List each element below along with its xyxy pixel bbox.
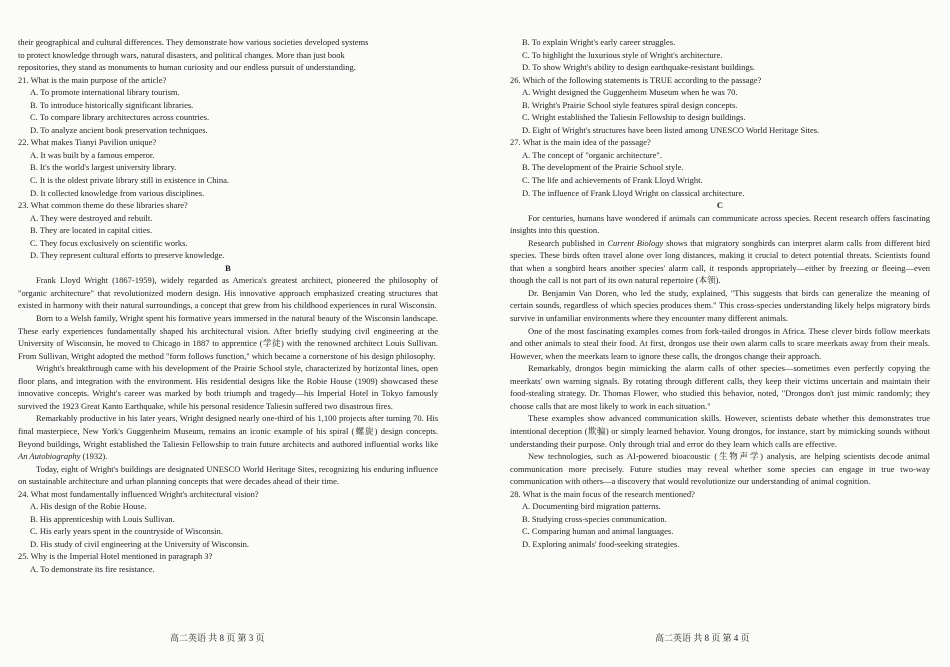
question-27: 27. What is the main idea of the passage?: [510, 137, 651, 148]
option: A. His design of the Robie House.: [30, 501, 147, 512]
page-footer-right: 高二英语 共 8 页 第 4 页: [655, 633, 750, 643]
option: A. The concept of "organic architecture".: [522, 149, 662, 160]
option: A. To demonstrate its fire resistance.: [30, 563, 155, 574]
paragraph: Dr. Benjamin Van Doren, who led the study, explained, "This suggests that birds can generalize the meaning of certain sounds, regardless of which species produces them." This cross-species understanding likely helps migratory birds survive in unfamiliar environments where they encounter many different animals.: [510, 287, 930, 324]
question-26: 26. Which of the following statements is TRUE according to the passage?: [510, 74, 762, 85]
option: B. It's the world's largest university library.: [30, 162, 177, 173]
paragraph-text: Research published in: [528, 237, 608, 248]
option: C. The life and achievements of Frank Lloyd Wright.: [522, 175, 703, 186]
intro-line: to protect knowledge through wars, natural disasters, and political changes. More than just book: [18, 49, 345, 60]
paragraph: Wright's breakthrough came with his development of the Prairie School style, characterized by horizontal lines, open floor plans, and integration with the environment. His residential designs like the Robie House (1909) showcased these innovative concepts. Wright's career was marked by both triumph and tragedy—his Imperial Hotel in Tokyo famously survived the 1923 Great Kanto Earthquake, while his personal residence Taliesin suffered two disastrous fires.: [18, 363, 438, 411]
paragraph: [18, 412, 438, 462]
section-heading-c: C: [716, 200, 724, 211]
question-25: 25. Why is the Imperial Hotel mentioned in paragraph 3?: [18, 551, 213, 562]
paragraph-text: shows that migratory songbirds can interpret alarm calls from different bird species. These birds often travel alone over long distances, making it crucial to detect potential threats. Scientists found that when a songbird hears another species' alarm call, it responds appropriately—either by freezing or fleeing—even though the call is not part of its own natural repertoire (本领).: [510, 237, 930, 286]
option: A. Wright designed the Guggenheim Museum when he was 70.: [522, 87, 738, 98]
page-footer-left: 高二英语 共 8 页 第 3 页: [170, 633, 265, 643]
book-title: An Autobiography: [18, 451, 81, 462]
section-heading-b: B: [225, 262, 231, 273]
option: B. Wright's Prairie School style features spiral design concepts.: [522, 99, 738, 110]
option: D. To analyze ancient book preservation techniques.: [30, 124, 208, 135]
option: D. To show Wright's ability to design earthquake-resistant buildings.: [522, 62, 756, 73]
paragraph: [510, 237, 930, 287]
option: D. The influence of Frank Lloyd Wright on classical architecture.: [522, 187, 745, 198]
left-page-column: [18, 36, 438, 576]
question-28: 28. What is the main focus of the research mentioned?: [510, 488, 695, 499]
option: C. To highlight the luxurious style of Wright's architecture.: [522, 49, 723, 60]
option: C. His early years spent in the countryside of Wisconsin.: [30, 526, 223, 537]
intro-line: their geographical and cultural differences. They demonstrate how various societies developed systems: [18, 37, 369, 47]
paragraph-text: Remarkably productive in his later years, Wright designed nearly one-third of his 1,100 projects after turning 70. His final masterpiece, New York's Guggenheim Museum, remains an iconic example of his spiral (螺旋) design concepts. Beyond buildings, Wright established the Taliesin Fellowship to train future architects and authored influential works like: [18, 413, 438, 449]
paragraph: One of the most fascinating examples comes from fork-tailed drongos in Africa. These clever birds follow meerkats and other animals to steal their food. At first, drongos use their own alarm calls to scare meerkats away from their meals. However, when the meerkats learn to ignore these calls, the drongos change their approach.: [510, 325, 930, 361]
option: A. To promote international library tourism.: [30, 87, 180, 98]
option: A. It was built by a famous emperor.: [30, 149, 155, 160]
paragraph: Remarkably, drongos begin mimicking the alarm calls of other species—sometimes even perfectly copying the meerkats' own warning signals. By rotating through different calls, they keep their victims uncertain and maintain their food-stealing strategy. Dr. Thomas Flower, who studied this behavior, noted, "Drongos don't just mimic randomly; they choose calls that are most likely to work in each situation.": [510, 363, 930, 411]
option: C. Wright established the Taliesin Fellowship to design buildings.: [522, 112, 746, 123]
question-23: 23. What common theme do these libraries share?: [18, 200, 188, 211]
option: D. Exploring animals' food-seeking strategies.: [522, 538, 680, 549]
paragraph-text: (1932).: [80, 451, 108, 462]
question-21: 21. What is the main purpose of the article?: [18, 74, 167, 85]
intro-line: repositories, they stand as monuments to human curiosity and our endless pursuit of understanding.: [18, 62, 356, 73]
paragraph: These examples show advanced communication skills. However, scientists debate whether this demonstrates true intentional deception (欺骗) or simply learned behavior. Young drongos, for instance, start by mimicking sounds without understanding their purpose. Only through trial and error do they learn which calls are effective.: [510, 413, 930, 449]
option: A. They were destroyed and rebuilt.: [30, 212, 153, 223]
paragraph: Frank Lloyd Wright (1867-1959), widely regarded as America's greatest architect, pioneered the philosophy of "organic architecture" that revolutionized modern design. His innovative approach emphasized creating structures that existed in harmony with their natural surroundings, a concept that grew from his childhood experiences in rural Wisconsin.: [18, 275, 438, 311]
option: D. They represent cultural efforts to preserve knowledge.: [30, 250, 225, 261]
option: B. The development of the Prairie School style.: [522, 162, 684, 173]
option: B. His apprenticeship with Louis Sullivan.: [30, 513, 175, 524]
right-page-column: [510, 36, 930, 550]
question-24: 24. What most fundamentally influenced Wright's architectural vision?: [18, 488, 259, 499]
option: B. To explain Wright's early career struggles.: [522, 37, 676, 47]
option: B. Studying cross-species communication.: [522, 513, 667, 524]
option: D. His study of civil engineering at the University of Wisconsin.: [30, 538, 250, 549]
option: B. They are located in capital cities.: [30, 225, 153, 236]
option: C. Comparing human and animal languages.: [522, 526, 674, 537]
paragraph: For centuries, humans have wondered if animals can communicate across species. Recent research offers fascinating insights into this question.: [510, 212, 930, 236]
option: B. To introduce historically significant libraries.: [30, 99, 194, 110]
option: D. It collected knowledge from various disciplines.: [30, 187, 205, 198]
paragraph: Today, eight of Wright's buildings are designated UNESCO World Heritage Sites, recognizing his enduring influence on sustainable architecture and urban planning concepts that were decades ahead of their time.: [18, 463, 438, 487]
option: C. They focus exclusively on scientific works.: [30, 237, 188, 248]
question-22: 22. What makes Tianyi Pavilion unique?: [18, 137, 157, 148]
paragraph: New technologies, such as AI-powered bioacoustic (生物声学) analysis, are helping scientists decode animal communication more precisely. Future studies may reveal whether some species can engage in true two-way communication with others—a discovery that would revolutionize our understanding of animal cognition.: [510, 451, 930, 487]
option: D. Eight of Wright's structures have been listed among UNESCO World Heritage Sites.: [522, 124, 820, 135]
option: C. To compare library architectures across countries.: [30, 112, 210, 123]
option: A. Documenting bird migration patterns.: [522, 501, 661, 512]
paragraph: Born to a Welsh family, Wright spent his formative years immersed in the natural beauty of the Wisconsin landscape. These early experiences fundamentally shaped his architectural vision. After briefly studying civil engineering at the University of Wisconsin, he moved to Chicago in 1887 to apprentice (学徒) with the renowned architect Louis Sullivan. From Sullivan, Wright adopted the method "form follows function," which became a cornerstone of his design philosophy.: [18, 313, 438, 361]
option: C. It is the oldest private library still in existence in China.: [30, 175, 230, 186]
journal-title: Current Biology: [607, 237, 664, 248]
